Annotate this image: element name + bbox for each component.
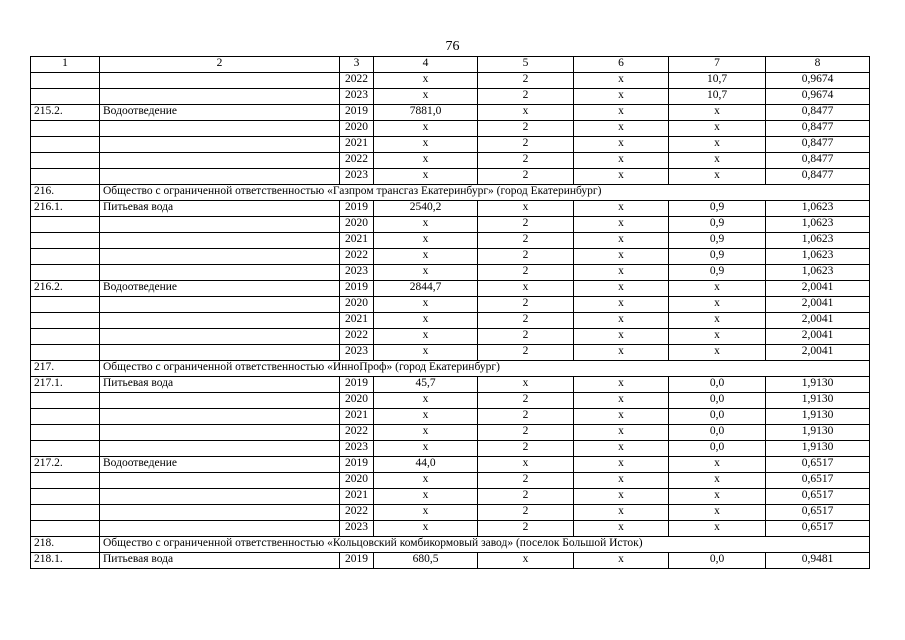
- row-name-cell: [100, 489, 340, 505]
- value-cell-8: 0,8477: [766, 121, 870, 137]
- value-cell-8: 0,9674: [766, 89, 870, 105]
- organization-row: [31, 361, 870, 377]
- table-row: [31, 265, 870, 281]
- value-cell-5: х: [478, 553, 574, 569]
- row-name-cell: [100, 233, 340, 249]
- value-cell-5: х: [478, 457, 574, 473]
- value-cell-8: 1,9130: [766, 377, 870, 393]
- row-code-cell: [31, 169, 100, 185]
- year-cell: 2019: [340, 377, 374, 393]
- table-row: [31, 281, 870, 297]
- value-cell-6: х: [574, 201, 669, 217]
- value-cell-5: 2: [478, 153, 574, 169]
- value-cell-4: х: [374, 137, 478, 153]
- value-cell-5: 2: [478, 265, 574, 281]
- value-cell-6: х: [574, 89, 669, 105]
- value-cell-5: 2: [478, 73, 574, 89]
- value-cell-4: х: [374, 393, 478, 409]
- table-row: [31, 441, 870, 457]
- organization-row: [31, 537, 870, 553]
- value-cell-6: х: [574, 441, 669, 457]
- row-name-cell: [100, 441, 340, 457]
- row-name-cell: Питьевая вода: [100, 377, 340, 393]
- value-cell-8: 0,9481: [766, 553, 870, 569]
- table-row: [31, 169, 870, 185]
- value-cell-7: 0,0: [669, 425, 766, 441]
- value-cell-5: 2: [478, 473, 574, 489]
- value-cell-5: 2: [478, 409, 574, 425]
- value-cell-4: х: [374, 489, 478, 505]
- value-cell-8: 1,0623: [766, 249, 870, 265]
- header-cell: 3: [340, 57, 374, 73]
- table-row: [31, 457, 870, 473]
- row-code-cell: [31, 505, 100, 521]
- value-cell-7: 0,9: [669, 217, 766, 233]
- value-cell-6: х: [574, 281, 669, 297]
- year-cell: 2020: [340, 473, 374, 489]
- year-cell: 2023: [340, 521, 374, 537]
- row-code-cell: [31, 441, 100, 457]
- value-cell-8: 1,0623: [766, 217, 870, 233]
- row-code-cell: [31, 345, 100, 361]
- value-cell-6: х: [574, 521, 669, 537]
- year-cell: 2022: [340, 73, 374, 89]
- value-cell-6: х: [574, 457, 669, 473]
- row-name-cell: [100, 345, 340, 361]
- row-name-cell: [100, 425, 340, 441]
- value-cell-5: 2: [478, 89, 574, 105]
- year-cell: 2020: [340, 393, 374, 409]
- value-cell-8: 1,0623: [766, 201, 870, 217]
- table-row: [31, 393, 870, 409]
- value-cell-6: х: [574, 505, 669, 521]
- value-cell-7: 0,9: [669, 265, 766, 281]
- value-cell-5: х: [478, 105, 574, 121]
- year-cell: 2021: [340, 489, 374, 505]
- value-cell-8: 0,6517: [766, 521, 870, 537]
- year-cell: 2022: [340, 425, 374, 441]
- org-code-cell: 217.: [31, 361, 100, 377]
- value-cell-7: х: [669, 521, 766, 537]
- value-cell-6: х: [574, 329, 669, 345]
- table-row: [31, 105, 870, 121]
- value-cell-4: 680,5: [374, 553, 478, 569]
- row-name-cell: [100, 473, 340, 489]
- value-cell-8: 2,0041: [766, 345, 870, 361]
- org-name-cell: Общество с ограниченной ответственностью «Газпром трансгаз Екатеринбург» (город Екатеринбург): [100, 185, 870, 201]
- row-code-cell: [31, 121, 100, 137]
- row-name-cell: [100, 89, 340, 105]
- table-row: [31, 409, 870, 425]
- row-code-cell: 217.2.: [31, 457, 100, 473]
- table-row: [31, 73, 870, 89]
- value-cell-7: х: [669, 169, 766, 185]
- year-cell: 2019: [340, 105, 374, 121]
- value-cell-6: х: [574, 249, 669, 265]
- year-cell: 2021: [340, 313, 374, 329]
- year-cell: 2022: [340, 249, 374, 265]
- value-cell-7: 0,0: [669, 393, 766, 409]
- row-code-cell: [31, 137, 100, 153]
- value-cell-8: 1,9130: [766, 393, 870, 409]
- org-name-cell: Общество с ограниченной ответственностью «Кольцовский комбикормовый завод» (поселок Большой Исток): [100, 537, 870, 553]
- value-cell-6: х: [574, 297, 669, 313]
- row-name-cell: [100, 137, 340, 153]
- table-row: [31, 201, 870, 217]
- row-name-cell: Питьевая вода: [100, 553, 340, 569]
- value-cell-7: х: [669, 137, 766, 153]
- value-cell-5: 2: [478, 297, 574, 313]
- value-cell-5: 2: [478, 329, 574, 345]
- tariff-table: [30, 56, 870, 569]
- org-name-cell: Общество с ограниченной ответственностью «ИнноПроф» (город Екатеринбург): [100, 361, 870, 377]
- value-cell-4: х: [374, 425, 478, 441]
- value-cell-7: х: [669, 281, 766, 297]
- table-header-row: [31, 57, 870, 73]
- year-cell: 2019: [340, 553, 374, 569]
- value-cell-4: х: [374, 329, 478, 345]
- table-row: [31, 137, 870, 153]
- table-row: [31, 313, 870, 329]
- value-cell-4: х: [374, 217, 478, 233]
- year-cell: 2023: [340, 345, 374, 361]
- value-cell-7: 0,0: [669, 409, 766, 425]
- value-cell-8: 0,8477: [766, 137, 870, 153]
- value-cell-8: 0,6517: [766, 457, 870, 473]
- row-code-cell: [31, 489, 100, 505]
- table-row: [31, 233, 870, 249]
- row-code-cell: [31, 313, 100, 329]
- table-row: [31, 521, 870, 537]
- table-row: [31, 473, 870, 489]
- year-cell: 2021: [340, 409, 374, 425]
- value-cell-6: х: [574, 409, 669, 425]
- value-cell-6: х: [574, 233, 669, 249]
- row-code-cell: [31, 297, 100, 313]
- row-name-cell: [100, 505, 340, 521]
- table-row: [31, 553, 870, 569]
- org-code-cell: 216.: [31, 185, 100, 201]
- row-name-cell: [100, 393, 340, 409]
- value-cell-4: х: [374, 505, 478, 521]
- table-row: [31, 329, 870, 345]
- year-cell: 2020: [340, 217, 374, 233]
- row-name-cell: Водоотведение: [100, 457, 340, 473]
- value-cell-5: 2: [478, 489, 574, 505]
- table-row: [31, 489, 870, 505]
- value-cell-8: 1,9130: [766, 441, 870, 457]
- table-row: [31, 297, 870, 313]
- value-cell-7: 0,0: [669, 441, 766, 457]
- value-cell-7: 0,0: [669, 377, 766, 393]
- value-cell-6: х: [574, 73, 669, 89]
- year-cell: 2023: [340, 265, 374, 281]
- year-cell: 2020: [340, 297, 374, 313]
- row-code-cell: [31, 521, 100, 537]
- row-name-cell: [100, 409, 340, 425]
- value-cell-6: х: [574, 121, 669, 137]
- value-cell-5: 2: [478, 313, 574, 329]
- value-cell-7: х: [669, 313, 766, 329]
- row-name-cell: [100, 249, 340, 265]
- value-cell-8: 0,8477: [766, 169, 870, 185]
- header-cell: 8: [766, 57, 870, 73]
- row-name-cell: [100, 297, 340, 313]
- year-cell: 2020: [340, 121, 374, 137]
- value-cell-8: 1,9130: [766, 425, 870, 441]
- table-row: [31, 89, 870, 105]
- value-cell-5: 2: [478, 345, 574, 361]
- value-cell-7: 0,9: [669, 201, 766, 217]
- row-code-cell: [31, 217, 100, 233]
- value-cell-4: х: [374, 441, 478, 457]
- year-cell: 2023: [340, 169, 374, 185]
- value-cell-7: х: [669, 345, 766, 361]
- row-code-cell: [31, 233, 100, 249]
- value-cell-7: 0,9: [669, 233, 766, 249]
- row-code-cell: [31, 265, 100, 281]
- row-code-cell: 218.1.: [31, 553, 100, 569]
- table-body: [31, 57, 870, 569]
- value-cell-6: х: [574, 137, 669, 153]
- row-name-cell: Водоотведение: [100, 281, 340, 297]
- value-cell-8: 0,9674: [766, 73, 870, 89]
- value-cell-5: 2: [478, 505, 574, 521]
- value-cell-7: х: [669, 153, 766, 169]
- value-cell-6: х: [574, 345, 669, 361]
- value-cell-5: 2: [478, 249, 574, 265]
- value-cell-6: х: [574, 425, 669, 441]
- value-cell-4: х: [374, 265, 478, 281]
- value-cell-7: 10,7: [669, 89, 766, 105]
- row-name-cell: [100, 313, 340, 329]
- row-code-cell: [31, 409, 100, 425]
- row-name-cell: [100, 121, 340, 137]
- value-cell-6: х: [574, 553, 669, 569]
- value-cell-8: 2,0041: [766, 297, 870, 313]
- value-cell-8: 2,0041: [766, 329, 870, 345]
- value-cell-8: 2,0041: [766, 313, 870, 329]
- value-cell-4: х: [374, 73, 478, 89]
- row-code-cell: [31, 425, 100, 441]
- value-cell-8: 0,6517: [766, 489, 870, 505]
- row-name-cell: [100, 265, 340, 281]
- row-code-cell: 215.2.: [31, 105, 100, 121]
- value-cell-4: 2540,2: [374, 201, 478, 217]
- value-cell-6: х: [574, 265, 669, 281]
- row-code-cell: [31, 473, 100, 489]
- row-name-cell: Водоотведение: [100, 105, 340, 121]
- year-cell: 2021: [340, 137, 374, 153]
- row-code-cell: [31, 249, 100, 265]
- value-cell-5: 2: [478, 233, 574, 249]
- value-cell-4: 7881,0: [374, 105, 478, 121]
- value-cell-6: х: [574, 313, 669, 329]
- year-cell: 2019: [340, 201, 374, 217]
- value-cell-4: х: [374, 409, 478, 425]
- row-name-cell: [100, 73, 340, 89]
- header-cell: 6: [574, 57, 669, 73]
- header-cell: 1: [31, 57, 100, 73]
- value-cell-5: 2: [478, 169, 574, 185]
- row-name-cell: [100, 329, 340, 345]
- value-cell-4: 44,0: [374, 457, 478, 473]
- value-cell-4: 45,7: [374, 377, 478, 393]
- value-cell-5: 2: [478, 393, 574, 409]
- year-cell: 2023: [340, 441, 374, 457]
- value-cell-7: х: [669, 505, 766, 521]
- value-cell-7: 0,0: [669, 553, 766, 569]
- table-row: [31, 505, 870, 521]
- year-cell: 2019: [340, 281, 374, 297]
- table-row: [31, 121, 870, 137]
- organization-row: [31, 185, 870, 201]
- row-name-cell: [100, 153, 340, 169]
- header-cell: 5: [478, 57, 574, 73]
- value-cell-6: х: [574, 105, 669, 121]
- org-code-cell: 218.: [31, 537, 100, 553]
- row-code-cell: [31, 329, 100, 345]
- value-cell-5: х: [478, 377, 574, 393]
- value-cell-7: х: [669, 121, 766, 137]
- year-cell: 2019: [340, 457, 374, 473]
- table-row: [31, 153, 870, 169]
- table-row: [31, 249, 870, 265]
- value-cell-8: 0,6517: [766, 473, 870, 489]
- value-cell-7: х: [669, 473, 766, 489]
- row-code-cell: [31, 153, 100, 169]
- row-code-cell: [31, 89, 100, 105]
- row-code-cell: 217.1.: [31, 377, 100, 393]
- value-cell-8: 2,0041: [766, 281, 870, 297]
- row-name-cell: [100, 169, 340, 185]
- value-cell-8: 1,9130: [766, 409, 870, 425]
- table-row: [31, 425, 870, 441]
- value-cell-6: х: [574, 489, 669, 505]
- value-cell-6: х: [574, 473, 669, 489]
- row-code-cell: [31, 73, 100, 89]
- value-cell-6: х: [574, 377, 669, 393]
- year-cell: 2022: [340, 153, 374, 169]
- table-row: [31, 377, 870, 393]
- value-cell-7: 10,7: [669, 73, 766, 89]
- value-cell-7: х: [669, 329, 766, 345]
- value-cell-5: 2: [478, 137, 574, 153]
- value-cell-5: 2: [478, 521, 574, 537]
- header-cell: 2: [100, 57, 340, 73]
- row-code-cell: 216.1.: [31, 201, 100, 217]
- value-cell-4: х: [374, 89, 478, 105]
- value-cell-4: х: [374, 473, 478, 489]
- page-number: 76: [445, 39, 460, 54]
- value-cell-5: х: [478, 281, 574, 297]
- value-cell-4: х: [374, 233, 478, 249]
- value-cell-5: 2: [478, 441, 574, 457]
- value-cell-4: х: [374, 121, 478, 137]
- year-cell: 2023: [340, 89, 374, 105]
- header-cell: 7: [669, 57, 766, 73]
- year-cell: 2022: [340, 505, 374, 521]
- value-cell-6: х: [574, 217, 669, 233]
- value-cell-4: х: [374, 249, 478, 265]
- value-cell-6: х: [574, 169, 669, 185]
- value-cell-7: х: [669, 105, 766, 121]
- value-cell-4: х: [374, 313, 478, 329]
- row-name-cell: [100, 217, 340, 233]
- value-cell-6: х: [574, 393, 669, 409]
- value-cell-4: х: [374, 345, 478, 361]
- row-name-cell: [100, 521, 340, 537]
- value-cell-4: 2844,7: [374, 281, 478, 297]
- value-cell-7: х: [669, 297, 766, 313]
- value-cell-6: х: [574, 153, 669, 169]
- value-cell-4: х: [374, 521, 478, 537]
- value-cell-4: х: [374, 153, 478, 169]
- year-cell: 2022: [340, 329, 374, 345]
- value-cell-8: 0,8477: [766, 105, 870, 121]
- row-name-cell: Питьевая вода: [100, 201, 340, 217]
- table-row: [31, 345, 870, 361]
- value-cell-4: х: [374, 169, 478, 185]
- value-cell-4: х: [374, 297, 478, 313]
- row-code-cell: [31, 393, 100, 409]
- header-cell: 4: [374, 57, 478, 73]
- value-cell-5: 2: [478, 217, 574, 233]
- value-cell-8: 1,0623: [766, 233, 870, 249]
- value-cell-5: 2: [478, 425, 574, 441]
- value-cell-8: 1,0623: [766, 265, 870, 281]
- value-cell-7: х: [669, 457, 766, 473]
- value-cell-5: х: [478, 201, 574, 217]
- table-row: [31, 217, 870, 233]
- year-cell: 2021: [340, 233, 374, 249]
- value-cell-8: 0,6517: [766, 505, 870, 521]
- row-code-cell: 216.2.: [31, 281, 100, 297]
- value-cell-7: х: [669, 489, 766, 505]
- value-cell-7: 0,9: [669, 249, 766, 265]
- value-cell-8: 0,8477: [766, 153, 870, 169]
- value-cell-5: 2: [478, 121, 574, 137]
